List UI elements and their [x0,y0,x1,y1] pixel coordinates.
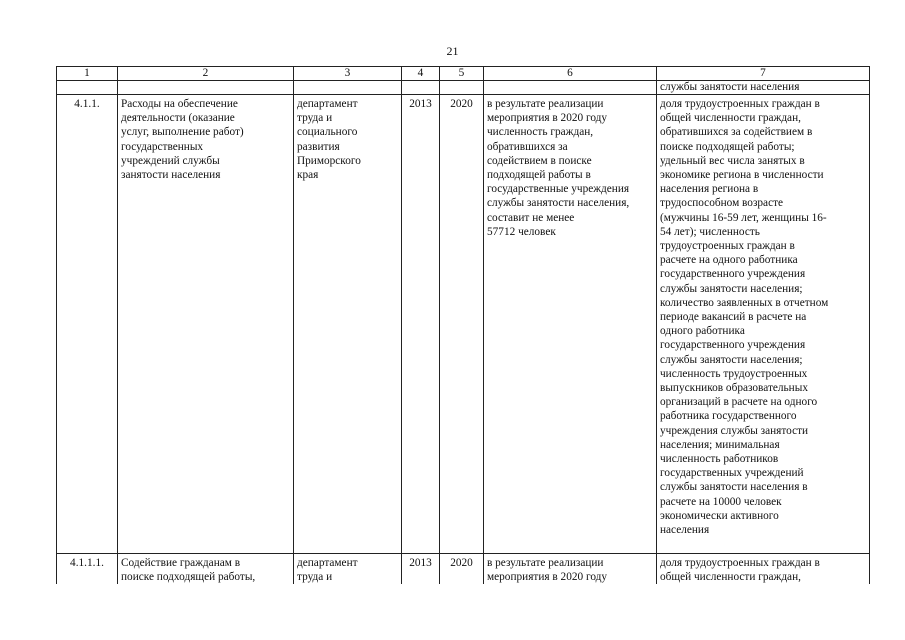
carryover-row [57,81,870,95]
empty-cell [402,81,440,95]
empty-cell [118,81,294,95]
carryover-indicators: службы занятости населения [657,81,870,95]
empty-cell [440,81,484,95]
page-number: 21 [446,44,459,58]
expected-result: в результате реализации мероприятия в 2020 году численность граждан, обратившихся за содействием в поиске подходящей работы в государственные учреждения службы занятости населения, составит не менее 57712 человек [484,95,657,554]
measure-name: Расходы на обеспечение деятельности (оказание услуг, выполнение работ) государственных учреждений службы занятости населения [118,95,294,554]
measure-code: 4.1.1. [57,95,118,554]
header-cell: 2 [118,67,294,81]
empty-cell [294,81,402,95]
program-measures-table [56,66,870,584]
start-year: 2013 [402,554,440,585]
expected-result: в результате реализации мероприятия в 2020 году [484,554,657,585]
empty-cell [57,81,118,95]
end-year: 2020 [440,95,484,554]
empty-cell [484,81,657,95]
measure-code: 4.1.1.1. [57,554,118,585]
measure-name: Содействие гражданам в поиске подходящей работы, [118,554,294,585]
header-cell: 1 [57,67,118,81]
indicators: доля трудоустроенных граждан в общей численности граждан, [657,554,870,585]
table-row [57,554,870,585]
header-cell: 7 [657,67,870,81]
table-row [57,95,870,554]
end-year: 2020 [440,554,484,585]
table-header-row [57,67,870,81]
header-cell: 6 [484,67,657,81]
measure-executor: департамент труда и социального развития Приморского края [294,95,402,554]
indicators: доля трудоустроенных граждан в общей численности граждан, обратившихся за содействием в поиске подходящей работы; удельный вес числа занятых в экономике региона в численности населения региона в трудоспособном возрасте (мужчины 16-59 лет, женщины 16- 54 лет); численность трудоустроенных граждан в расчете на одного работника государственного учреждения службы занятости населения; количество заявленных в отчетном периоде вакансий в расчете на одного работника государственного учреждения службы занятости населения; численность трудоустроенных выпускников образовательных организаций в расчете на одного работника государственного учреждения службы занятости населения; минимальная численность работников государственных учреждений службы занятости населения в расчете на 10000 человек экономически активного населения [657,95,870,554]
header-cell: 3 [294,67,402,81]
start-year: 2013 [402,95,440,554]
measure-executor: департамент труда и [294,554,402,585]
header-cell: 4 [402,67,440,81]
header-cell: 5 [440,67,484,81]
